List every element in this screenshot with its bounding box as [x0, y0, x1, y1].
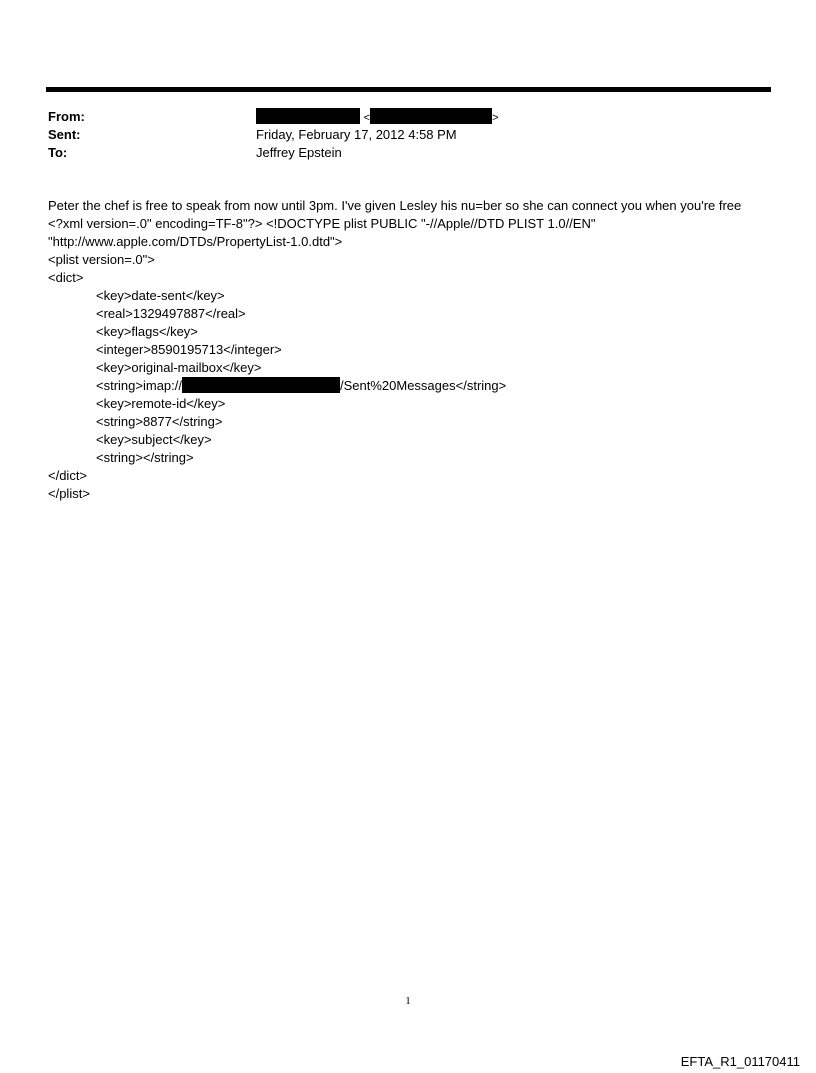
body-line: Peter the chef is free to speak from now until 3pm. I've given Lesley his nu=ber so she can connect you when you're free [48, 198, 742, 213]
header-rule [46, 87, 771, 92]
body-line-imap [48, 377, 778, 395]
email-body [48, 197, 778, 503]
redaction-box [370, 108, 492, 124]
body-line: <key>remote-id</key> [96, 396, 226, 411]
imap-prefix: <string>imap:// [96, 378, 182, 393]
from-value [256, 108, 499, 127]
to-label: To: [48, 145, 68, 160]
body-line: "http://www.apple.com/DTDs/PropertyList-1.0.dtd"> [48, 234, 343, 249]
body-line: <key>subject</key> [96, 432, 212, 447]
sent-value: Friday, February 17, 2012 4:58 PM [256, 127, 457, 142]
body-line: <real>1329497887</real> [96, 306, 246, 321]
body-line: <integer>8590195713</integer> [96, 342, 282, 357]
body-line: <key>date-sent</key> [96, 288, 225, 303]
from-label: From: [48, 109, 85, 124]
body-line: <key>original-mailbox</key> [96, 360, 262, 375]
body-line: <?xml version=.0" encoding=TF-8"?> <!DOCTYPE plist PUBLIC "-//Apple//DTD PLIST 1.0//EN" [48, 216, 596, 231]
body-line: <string></string> [96, 450, 194, 465]
body-line: </plist> [48, 486, 90, 501]
sent-label: Sent: [48, 127, 81, 142]
imap-suffix: /Sent%20Messages</string> [340, 378, 507, 393]
to-value: Jeffrey Epstein [256, 145, 342, 160]
redaction-box [256, 108, 360, 124]
body-line: <plist version=.0"> [48, 252, 155, 267]
body-line: <dict> [48, 270, 84, 285]
document-id: EFTA_R1_01170411 [680, 1054, 800, 1069]
body-line: <string>8877</string> [96, 414, 223, 429]
redaction-box [182, 377, 340, 393]
from-angle-close: > [492, 112, 499, 124]
body-line: <key>flags</key> [96, 324, 198, 339]
page-number: 1 [405, 995, 411, 1007]
body-line: </dict> [48, 468, 88, 483]
from-angle-open: < [363, 112, 371, 124]
